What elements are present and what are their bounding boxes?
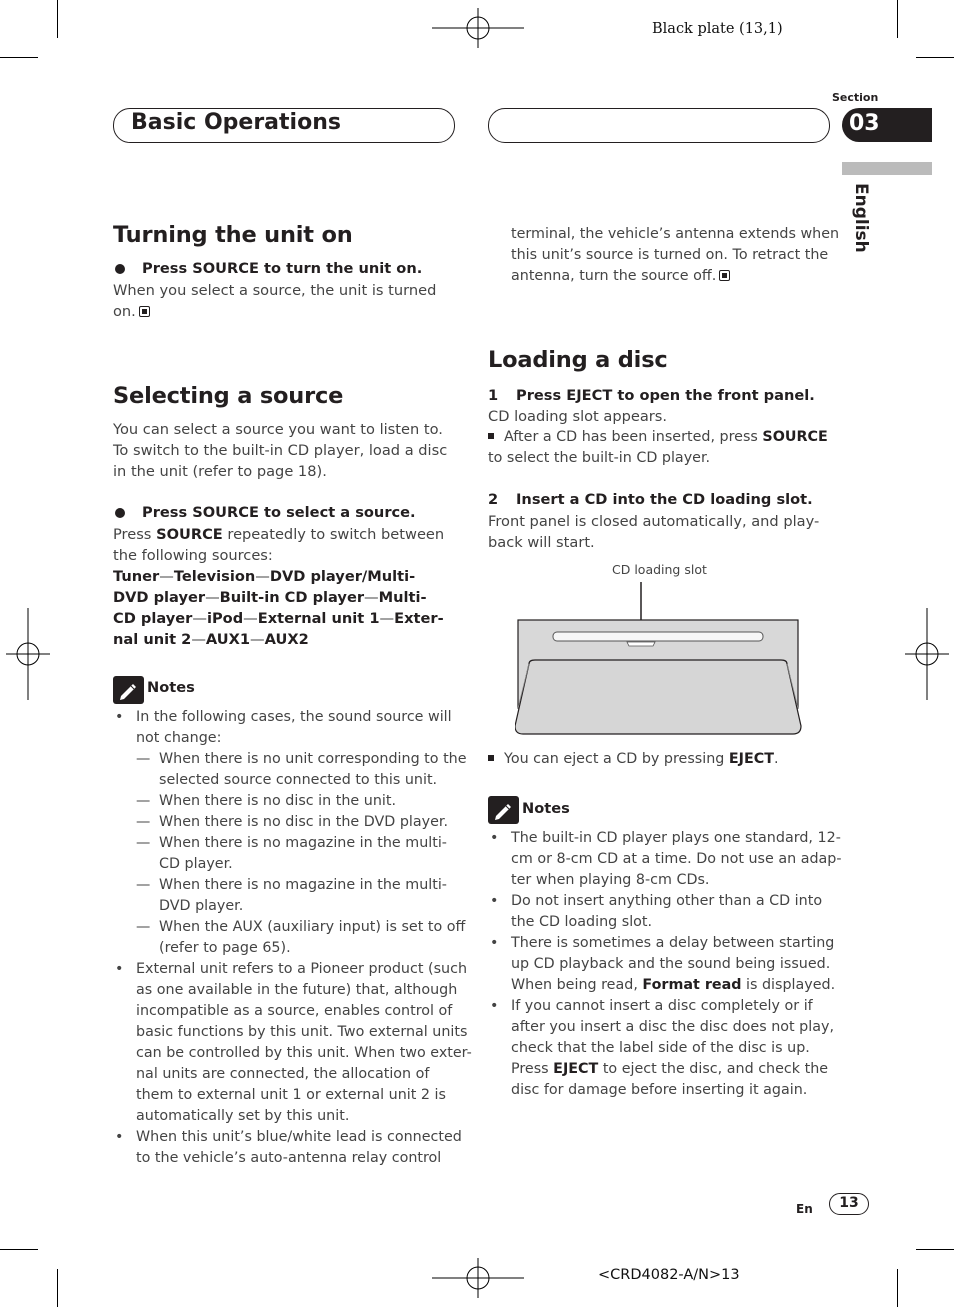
- dash: —: [136, 814, 151, 830]
- crop-mark: [897, 0, 898, 38]
- note-text: DVD player.: [159, 898, 244, 914]
- note-text: Press EJECT to eject the disc, and check the: [511, 1061, 829, 1077]
- note-text: There is sometimes a delay between starting: [511, 935, 835, 951]
- dash: —: [136, 919, 151, 935]
- body-text: the following sources:: [113, 547, 273, 564]
- square-bullet-icon: [488, 433, 494, 439]
- section-label: Section: [832, 91, 879, 104]
- language-code: En: [796, 1202, 813, 1216]
- note-text: the CD loading slot.: [511, 914, 653, 930]
- note-text: If you cannot insert a disc completely or if: [511, 998, 813, 1014]
- bullet-dot-icon: [115, 264, 125, 274]
- bullet: •: [115, 709, 124, 725]
- note-text: When there is no disc in the DVD player.: [159, 814, 449, 830]
- note-text: Do not insert anything other than a CD into: [511, 893, 823, 909]
- crop-mark: [0, 1249, 38, 1250]
- step-insert: Insert a CD into the CD loading slot.: [516, 491, 813, 508]
- note-text: When there is no magazine in the multi-: [159, 835, 447, 851]
- note-pencil-icon: [113, 676, 144, 704]
- note-text: When there is no unit corresponding to the: [159, 751, 467, 767]
- note-text: External unit refers to a Pioneer product (such: [136, 961, 468, 977]
- crop-mark: [57, 0, 58, 38]
- body-text: CD loading slot appears.: [488, 408, 668, 425]
- end-mark-icon: [139, 306, 150, 317]
- note-text: When the AUX (auxiliary input) is set to off: [159, 919, 466, 935]
- note-text: When being read, Format read is displayed.: [511, 977, 836, 993]
- crop-mark: [0, 57, 38, 58]
- body-text: back will start.: [488, 534, 595, 551]
- section-heading-loading: Loading a disc: [488, 347, 668, 373]
- body-text: To switch to the built-in CD player, load a disc: [113, 442, 448, 459]
- bullet: •: [115, 961, 124, 977]
- note-text: You can eject a CD by pressing EJECT.: [488, 749, 779, 770]
- crop-mark: [57, 1269, 58, 1307]
- document-code: <CRD4082-A/N>13: [598, 1267, 740, 1283]
- note-text: When there is no disc in the unit.: [159, 793, 397, 809]
- note-text: (refer to page 65).: [159, 940, 291, 956]
- note-text: disc for damage before inserting it again.: [511, 1082, 808, 1098]
- note-text: When there is no magazine in the multi-: [159, 877, 447, 893]
- note-text: When this unit’s blue/white lead is connected: [136, 1129, 462, 1145]
- note-text: automatically set by this unit.: [136, 1108, 350, 1124]
- note-text: to the vehicle’s auto-antenna relay control: [136, 1150, 442, 1166]
- source-list: Tuner—Television—DVD player/Multi-: [113, 568, 416, 585]
- square-bullet-icon: [488, 755, 494, 761]
- note-text: this unit’s source is turned on. To retract the: [511, 247, 829, 263]
- end-mark-icon: [719, 270, 730, 281]
- step-number: 2: [488, 491, 499, 508]
- chapter-title: Basic Operations: [131, 110, 341, 135]
- body-text: in the unit (refer to page 18).: [113, 463, 327, 480]
- crop-mark: [897, 1269, 898, 1307]
- language-bar: [842, 162, 932, 175]
- bullet: •: [490, 998, 499, 1014]
- crop-mark: [916, 57, 954, 58]
- step-turn-on: Press SOURCE to turn the unit on.: [142, 260, 423, 277]
- note-pencil-icon: [488, 796, 519, 824]
- notes-label: Notes: [522, 800, 570, 817]
- bullet: •: [115, 1129, 124, 1145]
- cd-loading-slot-figure: [515, 580, 803, 738]
- step-number: 1: [488, 387, 499, 404]
- crop-mark: [916, 1249, 954, 1250]
- note-text: after you insert a disc the disc does not play,: [511, 1019, 834, 1035]
- note-text: nal units are connected, the allocation of: [136, 1066, 430, 1082]
- note-text: check that the label side of the disc is up.: [511, 1040, 810, 1056]
- dash: —: [136, 793, 151, 809]
- note-text: terminal, the vehicle’s antenna extends when: [511, 226, 840, 242]
- note-text: as one available in the future) that, although: [136, 982, 458, 998]
- source-list: DVD player—Built-in CD player—Multi-: [113, 589, 427, 606]
- body-text: on.: [113, 301, 150, 322]
- step-eject: Press EJECT to open the front panel.: [516, 387, 815, 404]
- bullet-dot-icon: [115, 508, 125, 518]
- section-number: 03: [849, 111, 880, 136]
- plate-marker: Black plate (13,1): [652, 21, 783, 37]
- note-text: antenna, turn the source off.: [511, 266, 730, 287]
- dash: —: [136, 877, 151, 893]
- note-text: them to external unit 1 or external unit 2 is: [136, 1087, 446, 1103]
- note-text: incompatible as a source, enables control of: [136, 1003, 453, 1019]
- note-text: up CD playback and the sound being issued.: [511, 956, 831, 972]
- section-heading-turning-on: Turning the unit on: [113, 222, 353, 248]
- note-text: In the following cases, the sound source will: [136, 709, 452, 725]
- registration-mark-icon: [432, 1258, 524, 1298]
- note-text: can be controlled by this unit. When two exter-: [136, 1045, 472, 1061]
- note-text: After a CD has been inserted, press SOURCE: [488, 427, 828, 448]
- registration-mark-icon: [905, 608, 949, 700]
- registration-mark-icon: [432, 8, 524, 48]
- header-blank-box: [488, 108, 830, 143]
- source-list: CD player—iPod—External unit 1—Exter-: [113, 610, 444, 627]
- source-list: nal unit 2—AUX1—AUX2: [113, 631, 309, 648]
- page-number: 13: [839, 1195, 859, 1211]
- bullet: •: [490, 935, 499, 951]
- notes-label: Notes: [147, 679, 195, 696]
- body-text: When you select a source, the unit is turned: [113, 282, 437, 299]
- note-text: cm or 8-cm CD at a time. Do not use an adap-: [511, 851, 842, 867]
- note-text: CD player.: [159, 856, 233, 872]
- bullet: •: [490, 830, 499, 846]
- registration-mark-icon: [6, 608, 50, 700]
- figure-caption: CD loading slot: [612, 562, 707, 577]
- language-tab: English: [851, 183, 871, 253]
- note-text: to select the built-in CD player.: [488, 450, 711, 466]
- note-text: selected source connected to this unit.: [159, 772, 438, 788]
- note-text: The built-in CD player plays one standard, 12-: [511, 830, 841, 846]
- step-select-source: Press SOURCE to select a source.: [142, 504, 416, 521]
- body-text: Press SOURCE repeatedly to switch between: [113, 526, 445, 543]
- note-text: basic functions by this unit. Two external units: [136, 1024, 468, 1040]
- body-text: You can select a source you want to listen to.: [113, 421, 443, 438]
- section-heading-selecting: Selecting a source: [113, 383, 344, 409]
- dash: —: [136, 751, 151, 767]
- bullet: •: [490, 893, 499, 909]
- dash: —: [136, 835, 151, 851]
- note-text: ter when playing 8-cm CDs.: [511, 872, 710, 888]
- body-text: Front panel is closed automatically, and play-: [488, 513, 820, 530]
- note-text: not change:: [136, 730, 222, 746]
